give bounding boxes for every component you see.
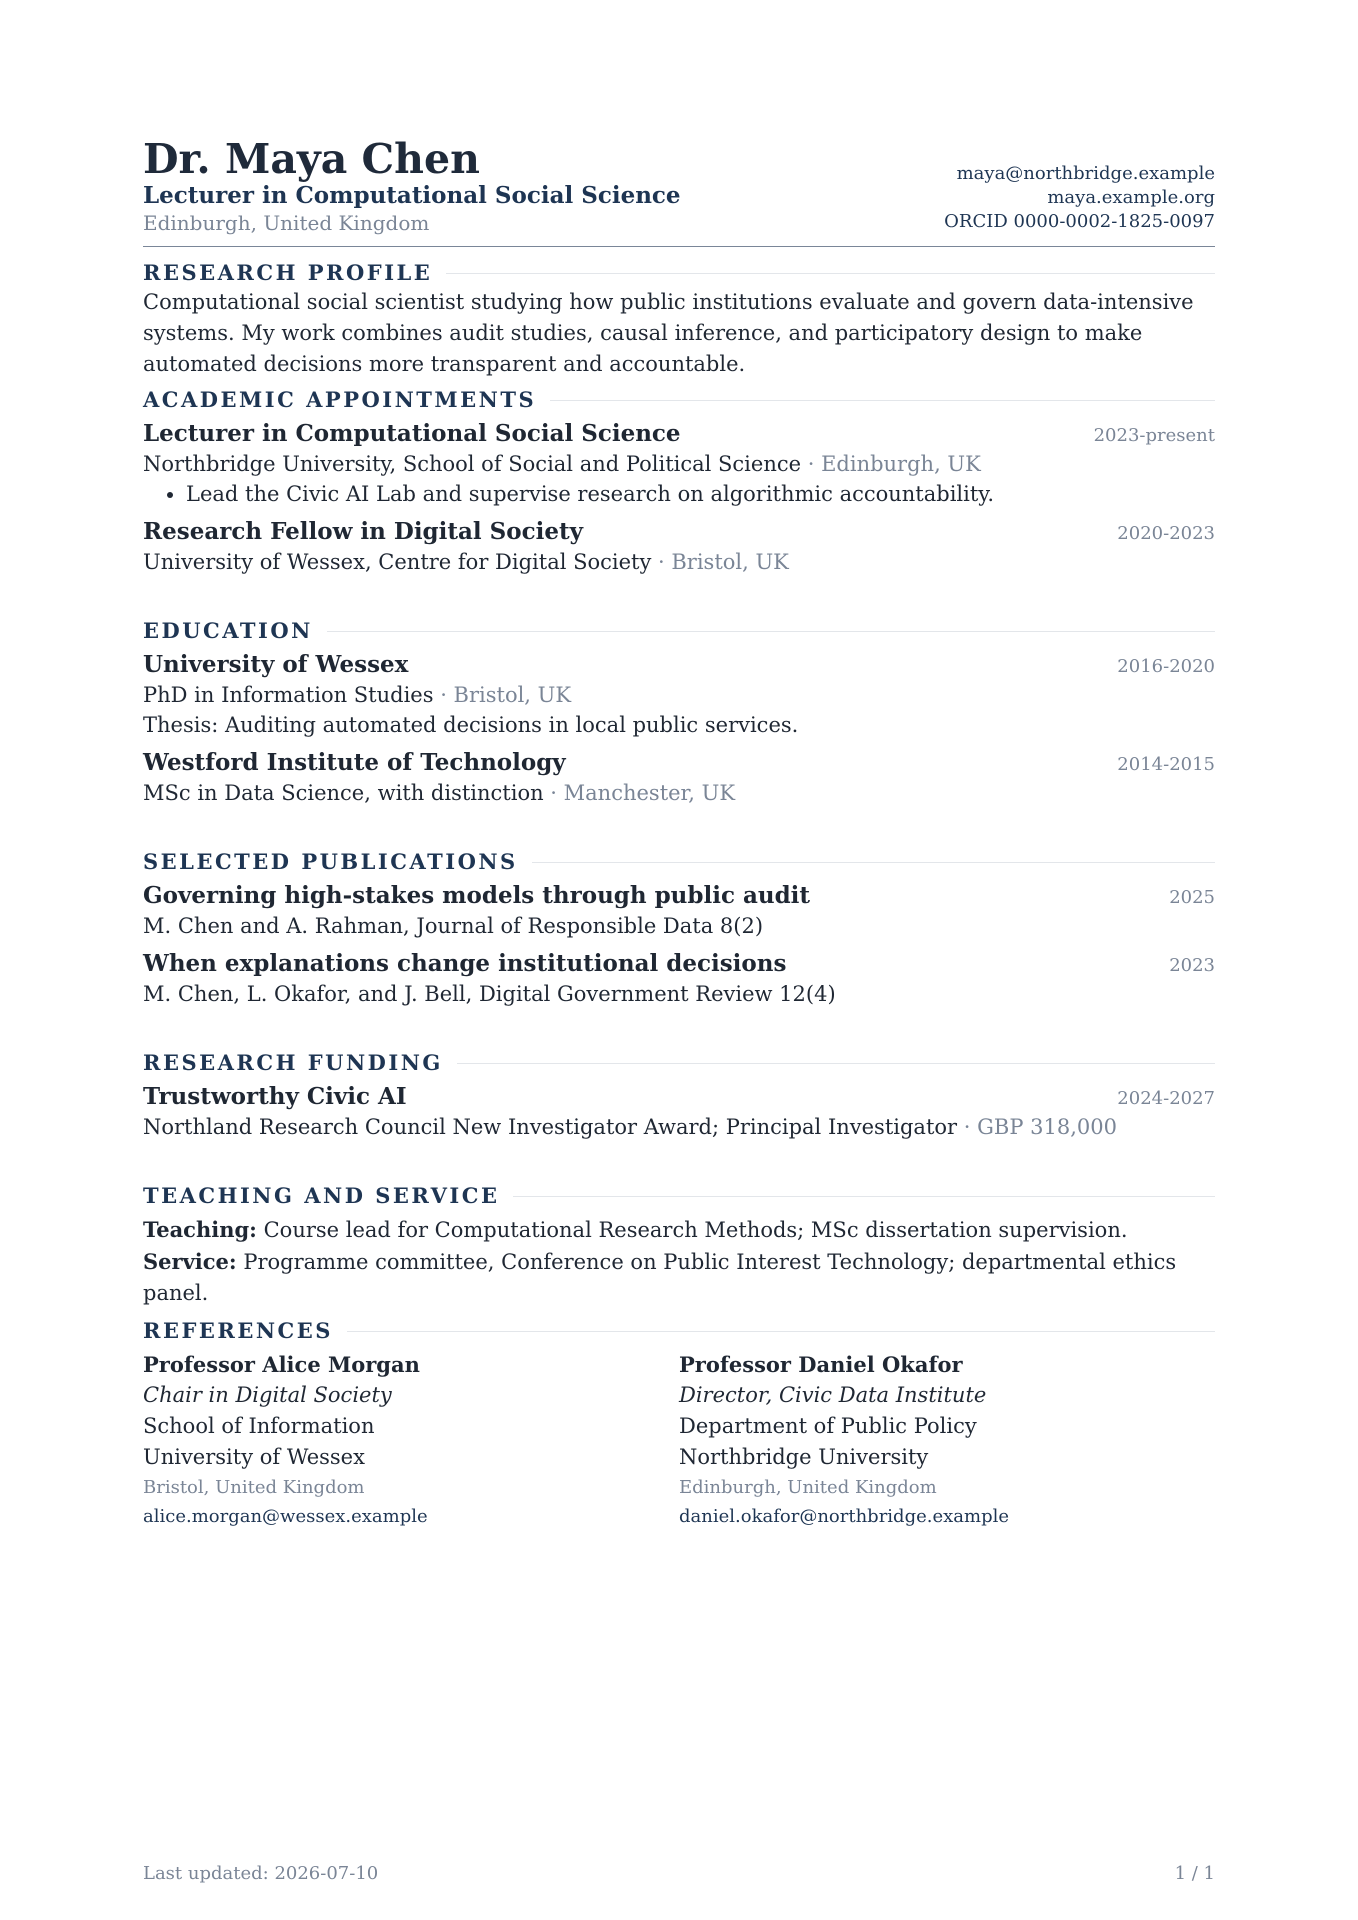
- person-location: Edinburgh, United Kingdom: [143, 211, 430, 235]
- entry-degree: PhD in Information Studies · Bristol, UK: [143, 683, 572, 707]
- publication-entry: [143, 880, 1215, 941]
- entry-title: Westford Institute of Technology: [143, 749, 566, 776]
- header-left: [143, 136, 681, 236]
- funding-amount: GBP 318,000: [977, 1115, 1117, 1139]
- reference-name: Professor Alice Morgan: [143, 1352, 420, 1377]
- section-header-profile: [143, 259, 1215, 287]
- section-divider: [446, 273, 1215, 274]
- entry-detail: M. Chen and A. Rahman, Journal of Responsible Data 8(2): [143, 914, 764, 938]
- section-title: SELECTED PUBLICATIONS: [143, 849, 518, 874]
- reference-card: [679, 1349, 1215, 1531]
- page-footer: [143, 1863, 1215, 1884]
- entry-date: 2020-2023: [1117, 523, 1215, 544]
- reference-dept: School of Information: [143, 1414, 375, 1438]
- reference-inst: University of Wessex: [143, 1445, 365, 1469]
- entry-bullets: [143, 479, 1215, 509]
- section-title: RESEARCH PROFILE: [143, 260, 433, 285]
- section-divider: [457, 1063, 1215, 1064]
- section-divider: [513, 1196, 1215, 1197]
- reference-role: Director, Civic Data Institute: [679, 1383, 987, 1407]
- entry-date: 2016-2020: [1117, 656, 1215, 677]
- section-divider: [532, 862, 1215, 863]
- appointment-entry: [143, 418, 1215, 509]
- section-divider: [550, 400, 1215, 401]
- reference-card: [143, 1349, 679, 1531]
- reference-inst: Northbridge University: [679, 1445, 929, 1469]
- person-name: Dr. Maya Chen: [143, 135, 480, 183]
- entry-title: When explanations change institutional decisions: [143, 950, 787, 977]
- reference-location: Edinburgh, United Kingdom: [679, 1477, 937, 1498]
- section-divider: [327, 631, 1215, 632]
- entry-degree: MSc in Data Science, with distinction · Manchester, UK: [143, 781, 736, 805]
- section-header-appointments: [143, 386, 1215, 414]
- education-entry: [143, 649, 1215, 740]
- section-header-funding: [143, 1049, 1215, 1077]
- last-updated: Last updated: 2026-07-10: [143, 1863, 379, 1884]
- entry-date: 2014-2015: [1117, 754, 1215, 775]
- service-line: Service: Programme committee, Conference on Public Interest Technology; departmental ethics panel.: [143, 1249, 1177, 1305]
- person-headline: Lecturer in Computational Social Science: [143, 182, 681, 209]
- section-header-education: [143, 617, 1215, 645]
- section-title: TEACHING AND SERVICE: [143, 1183, 500, 1208]
- entry-detail: M. Chen, L. Okafor, and J. Bell, Digital Government Review 12(4): [143, 982, 836, 1006]
- entry-title: Research Fellow in Digital Society: [143, 518, 583, 545]
- entry-org: University of Wessex, Centre for Digital Society · Bristol, UK: [143, 550, 789, 574]
- appointment-entry: [143, 516, 1215, 577]
- section-title: REFERENCES: [143, 1318, 333, 1343]
- reference-dept: Department of Public Policy: [679, 1414, 977, 1438]
- entry-title: University of Wessex: [143, 651, 409, 678]
- section-divider: [347, 1331, 1215, 1332]
- entry-detail: Northland Research Council New Investigator Award; Principal Investigator · GBP 318,000: [143, 1115, 1117, 1139]
- section-title: ACADEMIC APPOINTMENTS: [143, 387, 537, 412]
- reference-role: Chair in Digital Society: [143, 1383, 392, 1407]
- section-title: RESEARCH FUNDING: [143, 1050, 443, 1075]
- list-item: • Lead the Civic AI Lab and supervise research on algorithmic accountability.: [186, 479, 1215, 509]
- entry-date: 2023-present: [1093, 425, 1215, 446]
- funding-entry: [143, 1081, 1215, 1142]
- section-header-references: [143, 1317, 1215, 1345]
- teaching-line: Teaching: Course lead for Computational Research Methods; MSc dissertation supervision.: [143, 1217, 1128, 1242]
- section-header-publications: [143, 848, 1215, 876]
- entry-date: 2023: [1169, 955, 1215, 976]
- reference-email[interactable]: daniel.okafor@northbridge.example: [679, 1506, 1010, 1527]
- entry-place: Bristol, UK: [453, 683, 572, 707]
- entry-date: 2024-2027: [1117, 1088, 1215, 1109]
- entry-place: Edinburgh, UK: [821, 452, 981, 476]
- entry-place: Bristol, UK: [671, 550, 789, 574]
- email-link[interactable]: maya@northbridge.example: [956, 163, 1215, 184]
- profile-text: Computational social scientist studying how public institutions evaluate and govern data-intensive systems. My work combines audit studies, causal inference, and participatory design to make automated decisions more transparent and accountable.: [143, 290, 1194, 376]
- entry-title: Governing high-stakes models through public audit: [143, 882, 811, 909]
- entry-date: 2025: [1169, 887, 1215, 908]
- entry-org: Northbridge University, School of Social and Political Science · Edinburgh, UK: [143, 452, 981, 476]
- section-title: EDUCATION: [143, 618, 313, 643]
- service-label: Service:: [143, 1249, 237, 1274]
- reference-name: Professor Daniel Okafor: [679, 1352, 963, 1377]
- reference-location: Bristol, United Kingdom: [143, 1477, 365, 1498]
- entry-note: Thesis: Auditing automated decisions in local public services.: [143, 713, 799, 737]
- publication-entry: [143, 948, 1215, 1009]
- entry-title: Lecturer in Computational Social Science: [143, 420, 681, 447]
- cv-header: [143, 136, 1215, 247]
- entry-title: Trustworthy Civic AI: [143, 1083, 407, 1110]
- education-entry: [143, 747, 1215, 808]
- orcid-link[interactable]: ORCID 0000-0002-1825-0097: [944, 211, 1215, 232]
- teaching-label: Teaching:: [143, 1217, 257, 1242]
- entry-place: Manchester, UK: [563, 781, 736, 805]
- page-number: 1 / 1: [1174, 1863, 1215, 1884]
- website-link[interactable]: maya.example.org: [1047, 187, 1215, 208]
- references-grid: [143, 1349, 1215, 1531]
- reference-email[interactable]: alice.morgan@wessex.example: [143, 1506, 428, 1527]
- section-header-teaching: [143, 1182, 1215, 1210]
- contact-block: [944, 162, 1215, 234]
